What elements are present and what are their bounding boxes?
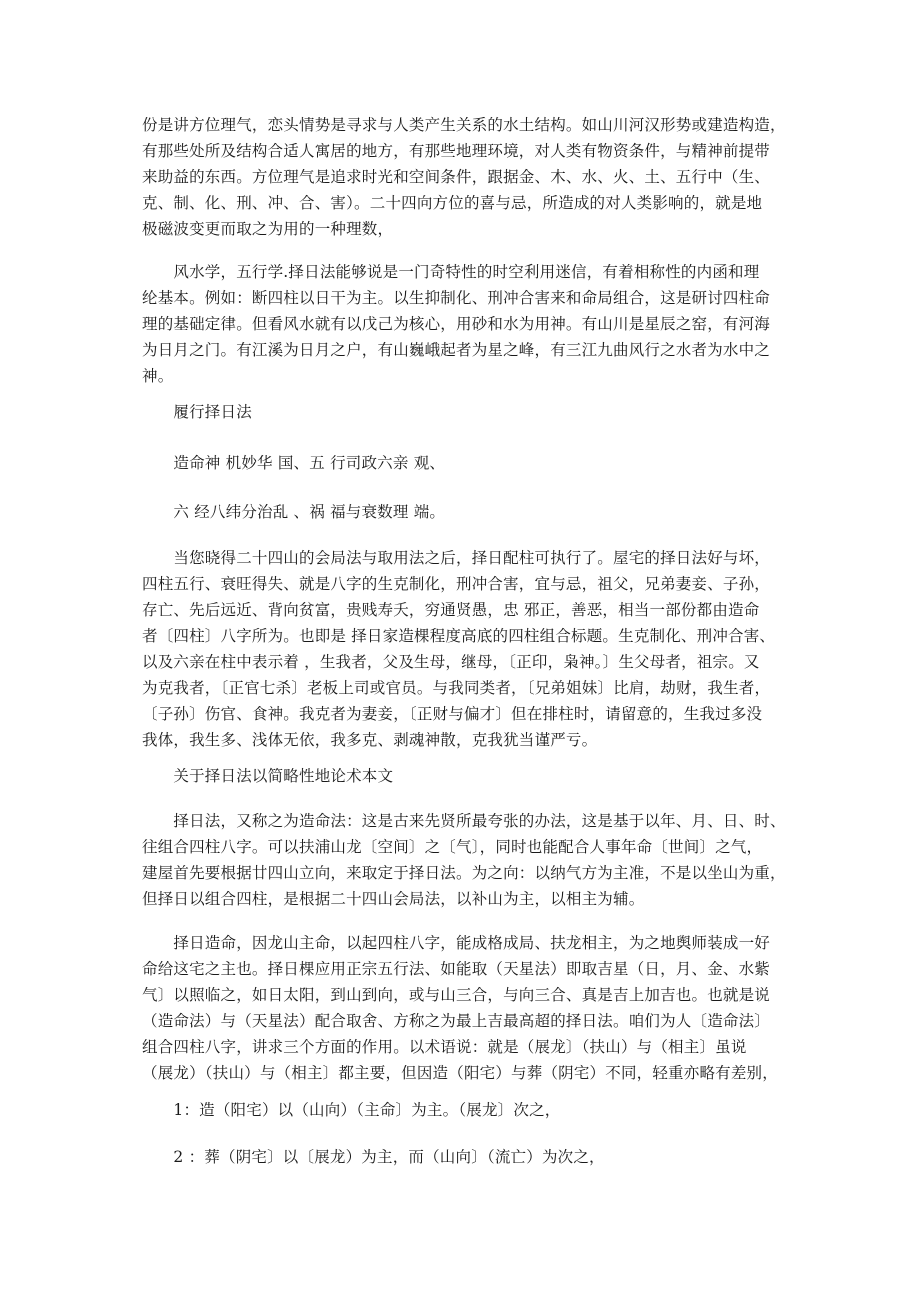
- text-line: 关于择日法以简略性地论术本文: [142, 767, 394, 785]
- text-line: 但择日以组合四柱，是根据二十四山会局法，以补山为主，以相主为辅。: [142, 890, 645, 908]
- text-line: 履行择日法: [142, 403, 252, 421]
- text-line: 当您晓得二十四山的会局法与取用法之后，择日配柱可执行了。屋宅的择日法好与坏，: [142, 549, 771, 567]
- heading-execute-date-selection: [142, 399, 782, 425]
- paragraph-2: [142, 259, 782, 389]
- text-line: 我体，我生多、浅体无依，我多克、剥魂神散，克我犹当谨严亏。: [142, 731, 598, 749]
- paragraph-3: [142, 545, 782, 753]
- text-line: 2 ：葬（阴宅〕以〔展龙）为主，而（山向〕（流亡）为次之，: [142, 1148, 605, 1166]
- text-line: 纶基本。例如：断四柱以日干为主。以生抑制化、刑冲合害来和命局组合，这是研讨四柱命: [142, 289, 771, 307]
- text-line: 来助益的东西。方位理气是追求时光和空间条件，跟据金、木、水、火、土、五行中（生、: [142, 168, 771, 186]
- text-line: 〔子孙〕伤官、食神。我克者为妻妾，〔正财与偏才〕但在排柱时，请留意的，生我过多没: [142, 705, 763, 723]
- paragraph-4: [142, 808, 786, 912]
- text-line: 神。: [142, 367, 174, 385]
- text-line: 份是讲方位理气，恋头情势是寻求与人类产生关系的水土结构。如山川河汉形势或建造构造，: [142, 116, 786, 134]
- text-line: 者〔四柱〕八字所为。也即是 择日家造棵程度高底的四柱组合标题。生克制化、刑冲合害、: [142, 627, 776, 645]
- text-line: 择日法，又称之为造命法：这是古来先贤所最夸张的办法，这是基于以年、月、日、时、: [142, 812, 786, 830]
- text-line: 风水学，五行学.择日法能够说是一门奇特性的时空利用迷信，有着相称性的内函和理: [142, 263, 760, 281]
- list-item-2: [142, 1144, 782, 1170]
- list-item-1: [142, 1097, 782, 1123]
- text-line: 极磁波变更而取之为用的一种理数，: [142, 220, 394, 238]
- text-line: 往组合四柱八字。可以扶浦山龙〔空间〕之〔气〕，同时也能配合人事年命〔世间〕之气，: [142, 838, 763, 856]
- text-line: 为日月之门。有江溪为日月之户，有山巍峨起者为星之峰，有三江九曲风行之水者为水中之: [142, 341, 771, 359]
- text-line: （造命法）与（天星法）配合取舍、方称之为最上吉最高超的择日法。咱们为人〔造命法〕: [142, 1012, 771, 1030]
- text-line: 有那些处所及结构合适人寓居的地方，有那些地理环境，对人类有物资条件，与精神前提带: [142, 142, 771, 160]
- text-line: （展龙）（扶山）与（相主〕都主要，但因造（阳宅）与葬（阴宅）不同，轻重亦略有差别，: [142, 1064, 778, 1082]
- text-line: 克、制、化、刑、冲、合、害）。二十四向方位的喜与忌，所造成的对人类影响的，就是地: [142, 194, 763, 212]
- text-line: 命给这宅之主也。择日棵应用正宗五行法、如能取（天星法）即取吉星（日，月、金、水紫: [142, 960, 771, 978]
- text-line: 1：造（阳宅）以（山向）（主命〕为主。（展龙〕次之，: [142, 1101, 561, 1119]
- text-line: 六 经八纬分治乱 、祸 福与衰数理 端。: [142, 503, 446, 521]
- text-line: 组合四柱八字，讲求三个方面的作用。以术语说：就是（展龙〕（扶山）与（相主〕虽说: [142, 1038, 747, 1056]
- verse-line-1: [142, 450, 782, 476]
- verse-line-2: [142, 499, 782, 525]
- text-line: 理的基础定律。但看风水就有以戊己为核心，用砂和水为用神。有山川是星辰之窑，有河海: [142, 315, 771, 333]
- text-line: 造命神 机妙华 国、五 行司政六亲 观、: [142, 454, 446, 472]
- text-line: 以及六亲在柱中表示着 ，生我者，父及生母，继母，〔正印，枭神。〕生父母者，祖宗。又: [142, 653, 760, 671]
- text-line: 四柱五行、衰旺得失、就是八字的生克制化，刑冲合害，宜与忌，祖父，兄弟妻妾、子孙，: [142, 575, 771, 593]
- text-line: 建屋首先要根据廿四山立向，来取定于择日法。为之向：以纳气方为主准，不是以坐山为重，: [142, 864, 786, 882]
- text-line: 气〕以照临之，如日太阳，到山到向，或与山三合，与向三合、真是吉上加吉也。也就是说: [142, 986, 771, 1004]
- text-line: 为克我者，〔正官七杀〕老板上司或官员。与我同类者，〔兄弟姐妹〕比肩，劫财，我生者，: [142, 679, 771, 697]
- text-line: 择日造命，因龙山主命，以起四柱八字，能成格成局、扶龙相主，为之地舆师装成一好: [142, 934, 771, 952]
- heading-about-date-selection: [142, 763, 782, 789]
- text-line: 存亡、先后远近、背向贫富，贵贱寿夭，穷通贤愚，忠 邪正，善恶，相当一部份都由造命: [142, 601, 760, 619]
- paragraph-1: [142, 112, 786, 242]
- paragraph-5: [142, 930, 782, 1086]
